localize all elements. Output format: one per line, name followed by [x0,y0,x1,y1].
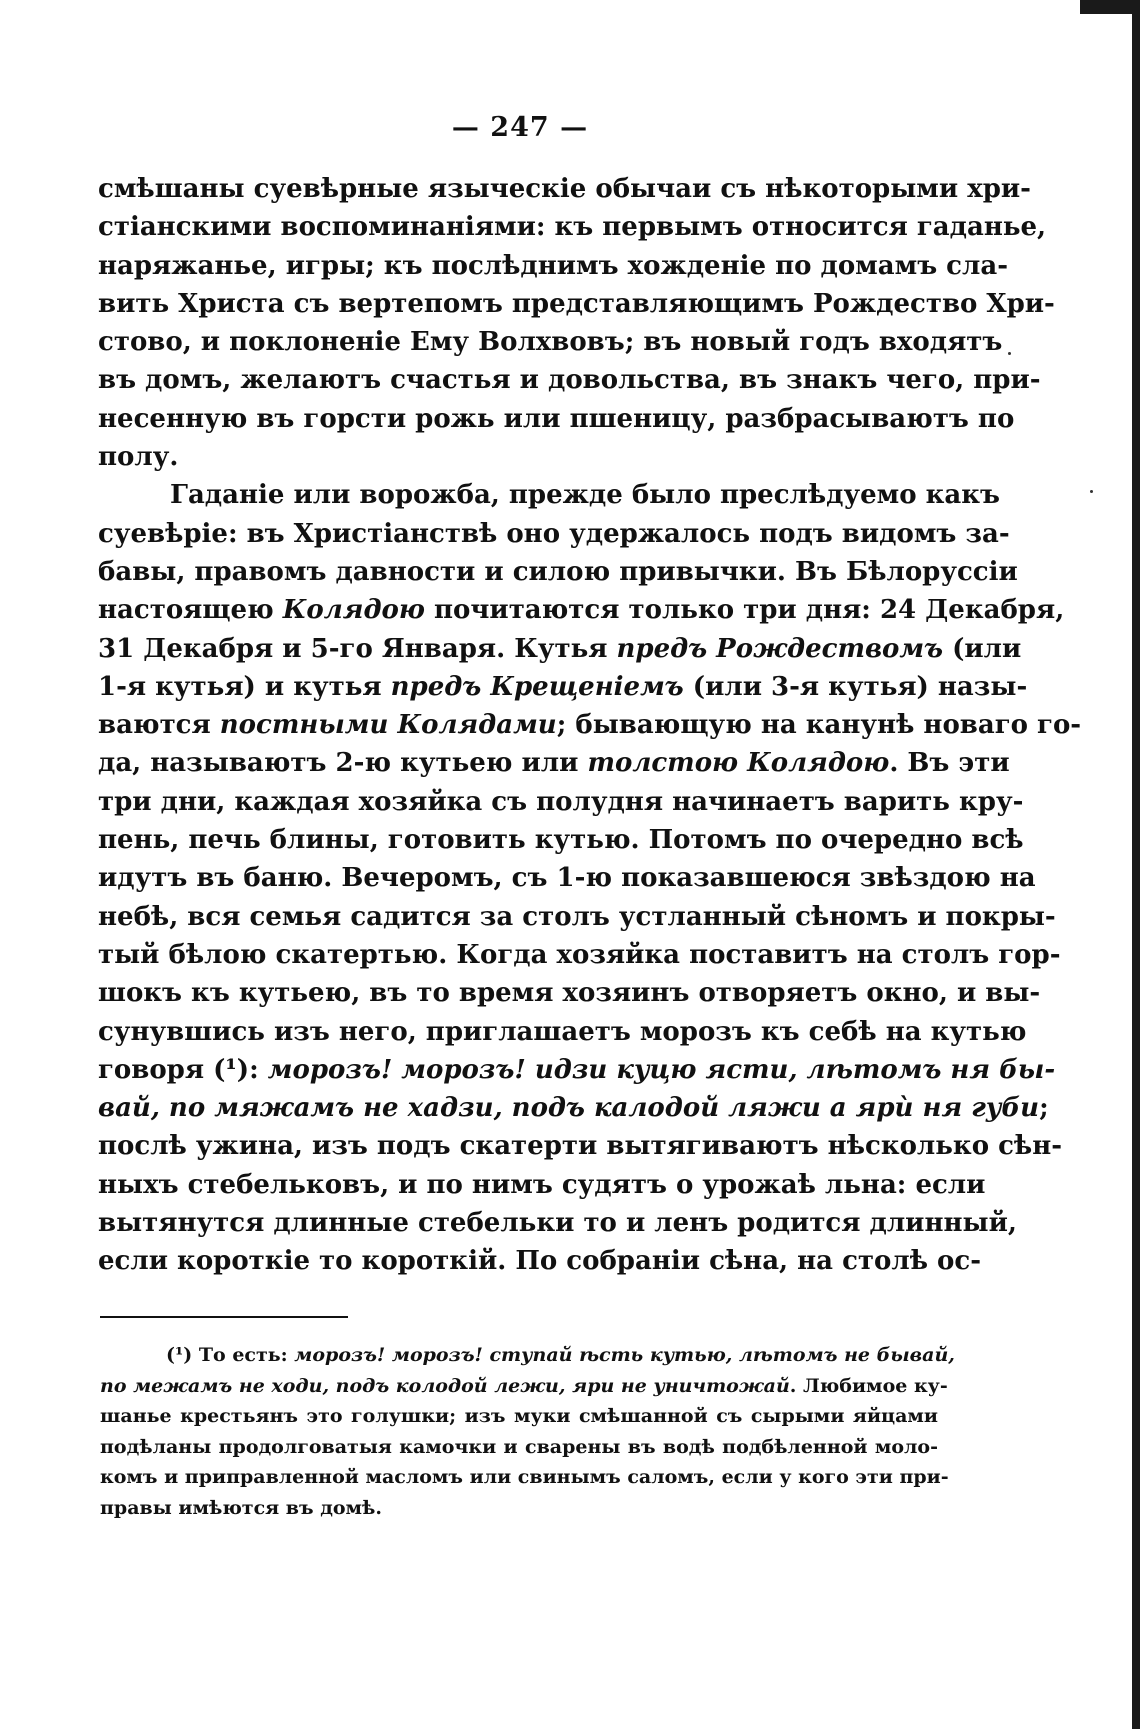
text-line: несенную въ горсти рожь или пшеницу, разбрасываютъ по [98,403,1015,434]
italic-quote: вай, по мяжамъ не хадзи, подъ калодой ляжи а ярѝ ня губи [98,1093,1040,1124]
scan-right-edge [1132,0,1140,1729]
text-line: 31 Декабря и 5-го Января. Кутья предъ Рождествомъ (или [98,633,1022,664]
scan-speck [1090,490,1093,493]
text-line: небѣ, вся семья садится за столъ устланный сѣномъ и покры- [98,901,1056,932]
footnote-line: правы имѣются въ домѣ. [100,1496,383,1519]
text-line: тый бѣлою скатертью. Когда хозяйка поставитъ на столъ гор- [98,939,1061,970]
text-line: три дни, каждая хозяйка съ полудня начинаетъ варить кру- [98,786,1024,817]
footnote-line: подѣланы продолговатыя камочки и сварены въ водѣ подбѣленной моло- [100,1435,938,1458]
text-line: смѣшаны суевѣрные языческіе обычаи съ нѣкоторыми хри- [98,174,1031,204]
text-line: идутъ въ баню. Вечеромъ, съ 1-ю показавшеюся звѣздою на [98,863,1036,894]
text-line: ваются постными Колядами; бывающую на канунѣ новаго го- [98,710,1082,741]
italic-term: постными Колядами [219,710,557,741]
text-line: наряжанье, игры; къ послѣднимъ хожденіе по домамъ сла- [98,250,1008,281]
footnote-line: комъ и приправленной масломъ или свинымъ саломъ, если у кого эти при- [100,1466,949,1489]
text-line: шокъ къ кутьею, въ то время хозяинъ отворяетъ окно, и вы- [98,978,1041,1009]
text-line: вай, по мяжамъ не хадзи, подъ калодой ляжи а ярѝ ня губи; [98,1093,1049,1124]
italic-quote: морозъ! морозъ! ступай ѣсть кутью, лѣтомъ не бывай, [294,1344,955,1366]
text-line: стово, и поклоненіе Ему Волхвовъ; въ новый годъ входятъ [98,327,1003,358]
text-line: вытянутся длинные стебельки то и ленъ родится длинный, [98,1208,1017,1239]
footnote-line: (¹) То есть: морозъ! морозъ! ступай ѣсть кутью, лѣтомъ не бывай, [166,1344,955,1366]
text-line: бавы, правомъ давности и силою привычки. Въ Бѣлоруссіи [98,556,1018,587]
italic-quote: морозъ! морозъ! идзи куцю ясти, лѣтомъ ня бы- [267,1054,1056,1085]
text-line: пень, печь блины, готовить кутью. Потомъ по очередно всѣ [98,825,1024,856]
text-line: вить Христа съ вертепомъ представляющимъ Рождество Хри- [98,288,1055,319]
italic-term: Колядою [282,595,425,626]
text-line: настоящею Колядою почитаются только три дня: 24 Декабря, [98,595,1065,626]
italic-quote: по межамъ не ходи, подъ колодой лежи, яри не уничтожай [100,1374,790,1397]
italic-term: толстою Колядою [587,748,890,779]
italic-term: предъ Рождествомъ [616,633,944,664]
text-line: послѣ ужина, изъ подъ скатерти вытягиваютъ нѣсколько сѣн- [98,1131,1063,1162]
footnote-separator [100,1316,348,1318]
text-line: въ домъ, желаютъ счастья и довольства, въ знакъ чего, при- [98,365,1041,396]
text-line: говоря (¹): морозъ! морозъ! идзи куцю ясти, лѣтомъ ня бы- [98,1054,1056,1085]
text-line: суевѣріе: въ Христіанствѣ оно удержалось подъ видомъ за- [98,518,1010,549]
text-line: ныхъ стебельковъ, и по нимъ судятъ о урожаѣ льна: если [98,1169,986,1200]
italic-term: предъ Крещеніемъ [390,671,684,702]
paragraph-start-line: Гаданіе или ворожба, прежде было преслѣдуемо какъ [170,480,1000,511]
main-text [98,170,1082,1281]
text-line: да, называютъ 2-ю кутьею или толстою Колядою. Въ эти [98,748,1010,779]
text-line: если короткіе то короткій. По собраніи сѣна, на столѣ ос- [98,1246,981,1277]
text-line: полу. [98,442,179,473]
text-line: 1-я кутья) и кутья предъ Крещеніемъ (или 3-я кутья) назы- [98,671,1028,702]
footnote-line: по межамъ не ходи, подъ колодой лежи, яри не уничтожай. Любимое ку- [100,1374,948,1397]
scan-speck [1008,352,1011,355]
text-line: сунувшись изъ него, приглашаетъ морозъ къ себѣ на кутью [98,1016,1027,1047]
text-line: стіанскими воспоминаніями: къ первымъ относится гаданье, [98,212,1047,243]
page-number: — 247 — [451,112,589,143]
footnote [100,1340,955,1524]
scan-top-edge [1080,0,1140,14]
footnote-line: шанье крестьянъ это голушки; изъ муки смѣшанной съ сырыми яйцами [100,1405,938,1428]
